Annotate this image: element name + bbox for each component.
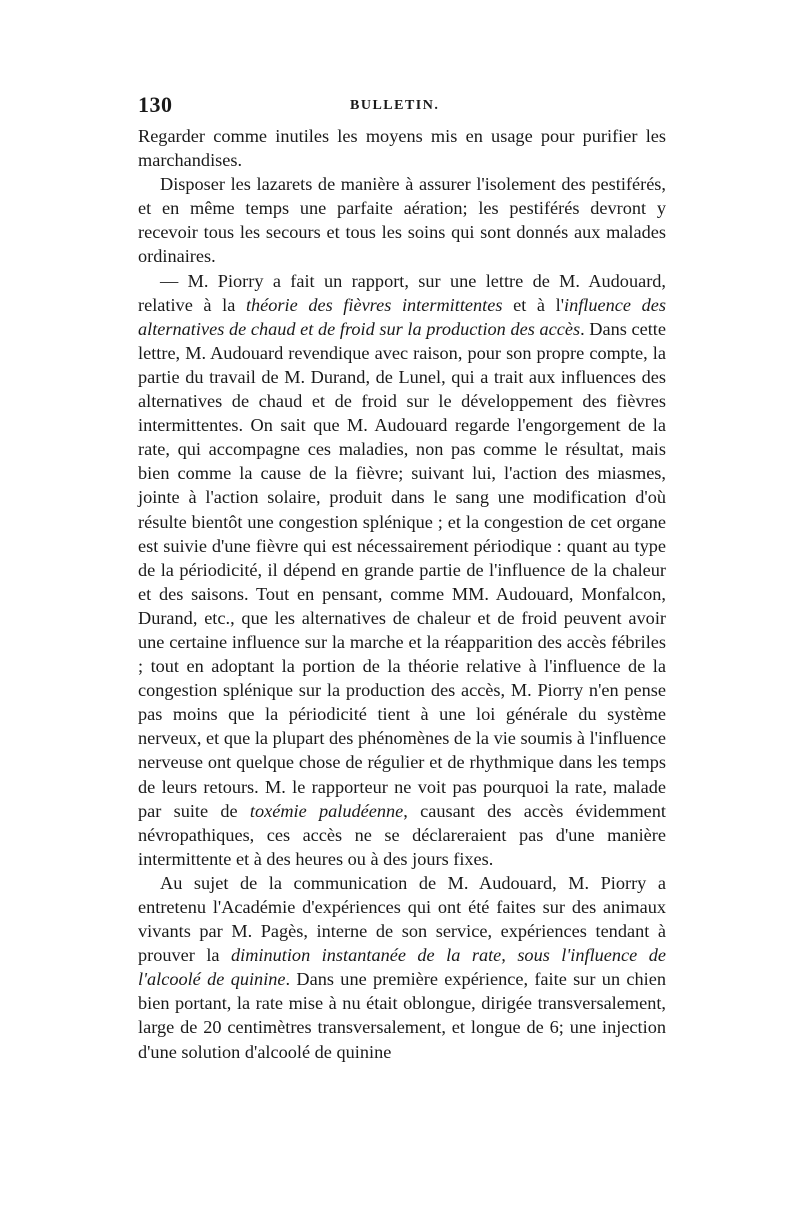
text-segment: Au sujet de la communication de M. Audouard, M. Piorry a entretenu l'Académie d'expériences qui ont été faites sur des animaux vivants par M. Pagès, interne de son service, expériences tendant à prouver la [138,872,666,966]
body-text [138,124,666,1064]
paragraph-2 [138,172,666,268]
running-head: BULLETIN. [350,98,440,113]
text-segment: . Dans une première expérience, faite sur un chien bien portant, la rate mise à nu était oblongue, dirigée transversalement, large de 20 centimètres transversalement, et longue de 6; une injection d'une solution d'alcoolé de quinine [138,969,666,1062]
text-segment: . Dans cette lettre, M. Audouard revendique avec raison, pour son propre compte, la partie du travail de M. Durand, de Lunel, qui a trait aux influences des alternatives de chaud et de froid sur le développement des fièvres intermittentes. On sait que M. Audouard regarde l'engorgement de la rate, qui accompagne ces maladies, non pas comme le résultat, mais bien comme la cause de la fièvre; suivant lui, l'action des miasmes, jointe à l'action solaire, produit dans le sang une modification d'où résulte bientôt une congestion splénique ; et la congestion de cet organe est suivie d'une fièvre qui est nécessairement périodique : quant au type de la périodicité, il dépend en grande partie de l'influence de la chaleur et des saisons. Tout en pensant, comme MM. Audouard, Monfalcon, Durand, etc., que les alternatives de chaleur et de froid peuvent avoir une certaine influence sur la marche et la réapparition des accès fébriles ; tout en adoptant la portion de la théorie relative à l'influence de la congestion splénique sur la production des accès, M. Piorry n'en pense pas moins que la périodicité tient à une loi générale du système nerveux, et que la plupart des phénomènes de la vie soumis à l'influence nerveuse ont quelque chose de régulier et de rhythmique dans les temps de leurs retours. M. le rapporteur ne voit pas pourquoi la rate, malade par suite de [138,318,666,821]
italic-title-influence: influence des alternatives de chaud et de froid sur la production des accès [138,294,666,339]
book-page [138,92,666,1064]
italic-title-theorie: théorie des fièvres intermittentes [245,294,503,315]
italic-term-toxemie: toxémie paludéenne [249,800,404,821]
paragraph-1 [138,124,666,172]
italic-term-diminution: diminution instantanée de la rate, sous l'influence de l'alcoolé de quinine [138,945,667,990]
text-segment: Regarder comme inutiles les moyens mis en usage pour purifier les marchandises. [138,126,666,171]
text-segment: , causant des accès évidemment névropathiques, ces accès ne se déclareraient pas d'une manière intermittente et à des heures ou à des jours fixes. [138,800,666,869]
text-segment: — M. Piorry a fait un rapport, sur une lettre de M. Audouard, relative à la [138,270,666,315]
paragraph-4 [138,871,666,1064]
page-number: 130 [138,92,173,117]
paragraph-3 [138,269,666,871]
text-segment: Disposer les lazarets de manière à assurer l'isolement des pestiférés, et en même temps une parfaite aération; les pestiférés devront y recevoir tous les secours et tous les soins qui sont donnés aux malades ordinaires. [138,174,666,267]
text-segment: et à l' [502,294,564,315]
page-header [138,92,666,124]
